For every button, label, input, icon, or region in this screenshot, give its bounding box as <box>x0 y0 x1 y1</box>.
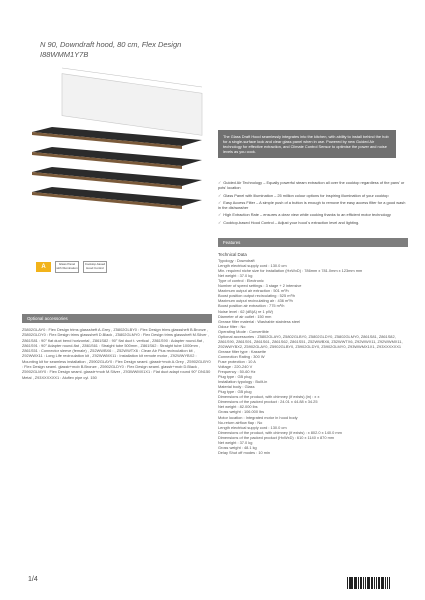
tech-row: No-return airflow flap : No <box>218 419 263 425</box>
feature-text: Cooktop-based Hood Control – Adjust your hood`s extraction level and lighting. <box>223 219 360 225</box>
tech-row: Operating Mode : Convertible <box>218 328 269 334</box>
tech-row: Maximum output air extraction : 501 m³/h <box>218 288 289 294</box>
tech-row: Net weight : 82.000 lbs <box>218 404 258 410</box>
technical-data <box>218 252 404 455</box>
page-number: 1/4 <box>28 576 38 583</box>
tech-row: Dimensions of the packed product (HxWxD) : 610 x 1140 x 870 mm <box>218 434 335 440</box>
tech-row: Dimensions of the packed product : 24.01 x 44.88 x 34.25 <box>218 399 318 405</box>
tech-row: Length electrical supply cord : 130.0 cm <box>218 424 287 430</box>
check-icon: ✓ <box>218 180 222 185</box>
description-box: The Glass Draft Hood seamlessly integrates into the kitchen, with ability to install behind the hob for a single-surface look and clear glass panel when in use. Powered by new Guided Air technology for effective extraction, and Climate Control Sensor to optimise the power and noise levels as you cook. <box>218 130 396 158</box>
tech-row: Noise level : 62 (dB(A) re 1 pW) <box>218 308 273 314</box>
feature-item <box>218 180 408 191</box>
feature-item <box>218 193 408 198</box>
tech-row: Typology : Downdraft <box>218 258 255 264</box>
tech-row: Odour filter : No <box>218 323 246 329</box>
model-code: I88WMM1Y7B <box>40 50 89 59</box>
tech-row: Material body : Glass <box>218 384 255 390</box>
feature-text: Easy Access Filter – A simple push of a button is enough to remove the easy access filter for a good wash in the dishwasher <box>218 199 406 211</box>
tech-row: Min. required niche size for installation (HxWxD) : 786mm x 781.0mm x 123mm mm <box>218 268 363 274</box>
feature-text: Guided Air Technology – Equally powerful steam extraction all over the cooktop regardless of the pans' or pots' location <box>218 180 405 191</box>
tech-row: Gross weight : 106.000 lbs <box>218 409 265 415</box>
tech-row: Optional accessories : Z5802GLAY0, Z5802GLBY0, Z5802GLDY0, Z5802GLMY0, Z861S81, Z861S82, Z861S90, Z861S91, Z861S61, Z861S62, Z861S51, Z52WWBX6, Z52WWTX6, Z92WWX11, Z92WWMX11, Z92WWYBX2, Z5902GLAY0, Z5902GLBY0, Z5902GLDY0, Z5902GLMY0, Z93WWMX1X1, Z93XXXXXX1 <box>218 333 403 349</box>
tech-row: Number of speed settings : 3 stage + 2 intensive <box>218 283 302 289</box>
warning-icon: A <box>36 262 51 272</box>
barcode-image <box>347 575 395 589</box>
feature-text: High Extraction Rate – ensures a clear view while cooking thanks to an efficient motor technology <box>223 212 391 218</box>
tech-row: Plug type : GB plug <box>218 389 252 395</box>
feature-item <box>218 212 408 217</box>
tech-row: Diameter of air outlet : 150 mm <box>218 313 272 319</box>
optional-accessories-text: Z5802GLAY0 : Flex Design trims glasssheft A.Grey , Z5802GLBY0 : Flex Design trims glasssheft B.Bronze , Z5802GLDY0 : Flex Design trims glasssheft D.Black , Z5802GLMY0 : Flex Design trims glasssheft M.Silver , Z861S81 : 90° flat duct bend horizontal , Z861S82 : 90° flat duct t. vertical , Z861S90 : Adapter round-flat , Z861S91 : 90° Adapter round-flat , Z861S61 : Straight tube 500mm , Z861S62 : Straight tube 1000mm , Z861S51 : Connector sleeve (female) , Z52WWBX6 : , Z52WWTX6 : Clean Air Plus recirculation kit , Z92WWX11 : Long Life recirculation kit , Z92WWMX11 : Installation kit remote motor , Z92WWYBX2 : Mounting kit for seamless installation , Z5902GLAY0 : Flex Design seaml. glasstr+mob A.Grey , Z5902GLBY0 : Flex Design seaml. glasstr+mob B.Bronze , Z5902GLDY0 : Flex Design seaml. glasstr+mob D.Black , Z5902GLMY0 : Flex Design seaml. glasstr+mob M.Silver , Z93WWMX1X1 : Flat duct adapt round 90° DN150 Metal , Z93XXXXXX1 : Alufiex pipe cyl. 150 <box>22 327 211 380</box>
tech-row: Installation typology : Built-in <box>218 379 268 385</box>
technical-data-heading: Technical Data <box>218 252 247 257</box>
feature-text: Glass Panel with Illumination – 25 million colour options for inspiring illumination of your cooktop <box>223 192 389 198</box>
tech-row: Plug type : GB plug <box>218 374 252 380</box>
tech-row: Boost position air extraction : 775 m³/h <box>218 303 285 309</box>
tech-row: Voltage : 220-240 V <box>218 364 253 370</box>
tech-row: Gross weight : 48.1 kg <box>218 444 257 450</box>
glass-panel-badge: Glass Panel with Illumination <box>55 261 79 273</box>
tech-row: Motor location : Integrated motor in hood body <box>218 414 298 420</box>
tech-row: Frequency : 50-60 Hz <box>218 369 256 375</box>
tech-row: Connection Rating : 300 W <box>218 353 265 359</box>
tech-row: Net weight : 37.0 kg <box>218 273 253 279</box>
tech-row: Fuse protection : 10 A <box>218 358 256 364</box>
glass-panel-illustration <box>62 68 202 135</box>
feature-list <box>218 180 408 227</box>
feature-item <box>218 200 408 211</box>
product-title-block <box>40 40 181 60</box>
tech-row: Grease filter type : Kassette <box>218 348 267 354</box>
tech-row: Type of control : Electronic <box>218 278 264 284</box>
check-icon: ✓ <box>218 192 222 198</box>
tech-row: Net weight : 37.0 kg <box>218 439 253 445</box>
feature-item <box>218 220 408 225</box>
product-image <box>22 60 212 220</box>
tech-row: Grease filter material : Washable stainless steel <box>218 318 301 324</box>
product-title: N 90, Downdraft hood, 80 cm, Flex Design <box>40 40 182 49</box>
tech-row: Dimensions of the product, with chimney (if exists) (in) : x x <box>218 394 320 400</box>
features-header: Features <box>218 238 408 247</box>
tech-row: Delay Shut off modes : 10 min <box>218 449 271 455</box>
tech-row: Maximum output recirculating air : 436 m³/h <box>218 298 293 304</box>
check-icon: ✓ <box>218 219 222 225</box>
check-icon: ✓ <box>218 199 222 205</box>
check-icon: ✓ <box>218 212 222 218</box>
feature-badges <box>36 261 107 273</box>
tech-row: Boost position output recirculating : 525 m³/h <box>218 293 295 299</box>
hob-stack-illustration <box>32 127 202 209</box>
tech-row: Dimensions of the product, with chimney (if exists) : x 802.0 x 140.0 mm <box>218 429 342 435</box>
tech-row: Length electrical supply cord : 130.0 cm <box>218 263 287 269</box>
cooktop-control-badge: Cooktop-based Hood Control <box>83 261 107 273</box>
optional-accessories-header: Optional accessories <box>22 314 212 323</box>
